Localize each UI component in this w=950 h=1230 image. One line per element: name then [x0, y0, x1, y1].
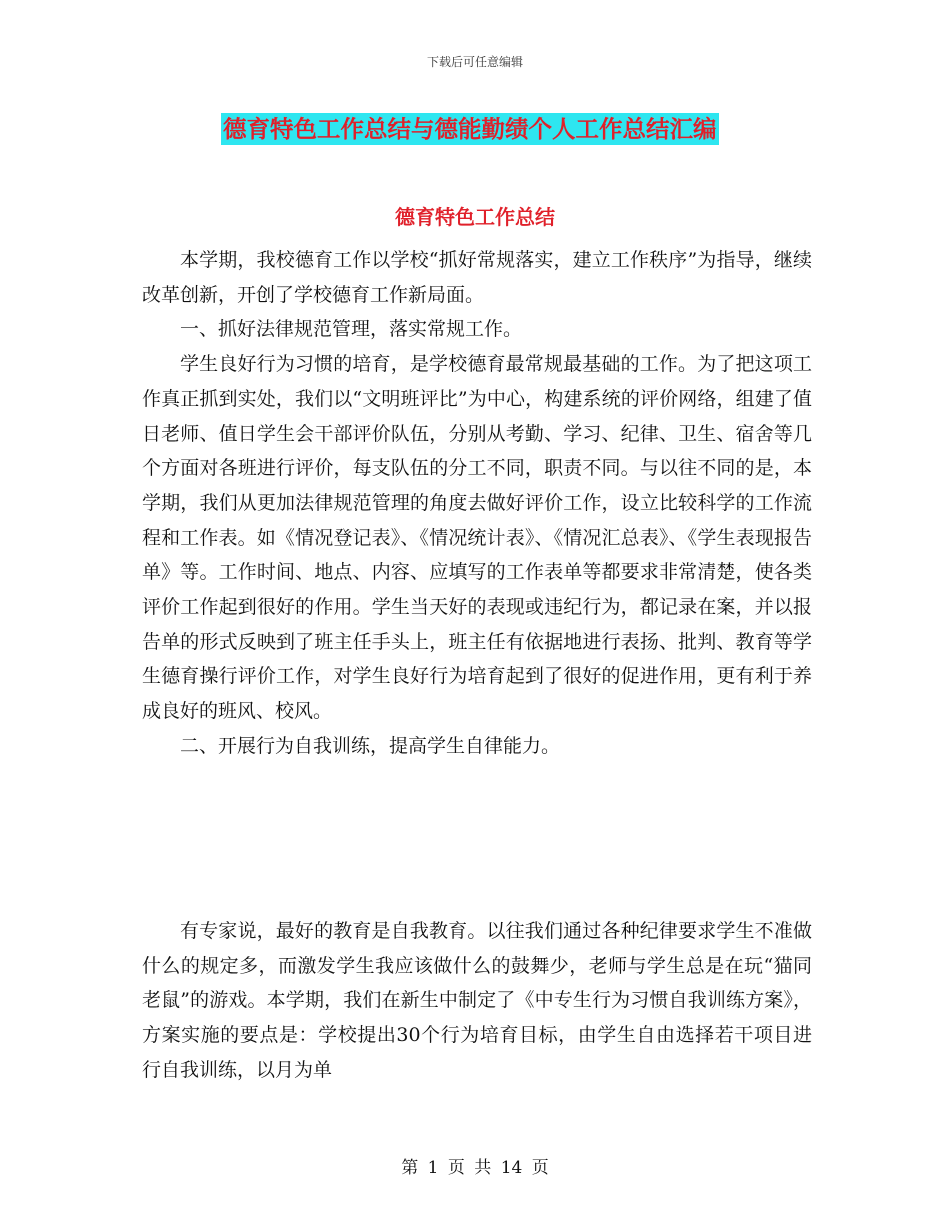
body-text-block-continued [142, 914, 812, 1088]
paragraph-body-1: 学生良好行为习惯的培育，是学校德育最常规最基础的工作。为了把这项工作真正抓到实处，我们以“文明班评比”为中心，构建系统的评价网络，组建了值日老师、值日学生会干部评价队伍，分别从考勤、学习、纪律、卫生、宿舍等几个方面对各班进行评价，每支队伍的分工不同，职责不同。与以往不同的是，本学期，我们从更加法律规范管理的角度去做好评价工作，设立比较科学的工作流程和工作表。如《情况登记表》、《情况统计表》、《情况汇总表》、《学生表现报告单》等。工作时间、地点、内容、应填写的工作表单等都要求非常清楚，使各类评价工作起到很好的作用。学生当天好的表现或违纪行为，都记录在案，并以报告单的形式反映到了班主任手头上，班主任有依据地进行表扬、批判、教育等学生德育操行评价工作，对学生良好行为培育起到了很好的促进作用，更有利于养成良好的班风、校风。 [142, 353, 812, 723]
paragraph-body-2: 有专家说，最好的教育是自我教育。以往我们通过各种纪律要求学生不准做什么的规定多，而激发学生我应该做什么的鼓舞少，老师与学生总是在玩“猫同老鼠”的游戏。本学期，我们在新生中制定了《中专生行为习惯自我训练方案》，方案实施的要点是：学校提出30个行为培育目标，由学生自由选择若干项目进行自我训练，以月为单 [142, 920, 812, 1081]
paragraph-intro: 本学期，我校德育工作以学校“抓好常规落实，建立工作秩序”为指导，继续改革创新，开创了学校德育工作新局面。 [142, 249, 812, 306]
page-header-note: 下载后可任意编辑 [426, 55, 523, 69]
paragraph-heading-2: 二、开展行为自我训练，提高学生自律能力。 [180, 734, 561, 757]
body-text-block [142, 243, 812, 764]
section-title: 德育特色工作总结 [395, 205, 555, 229]
paragraph-heading-1: 一、抓好法律规范管理，落实常规工作。 [180, 318, 523, 341]
document-title: 德育特色工作总结与德能勤绩个人工作总结汇编 [223, 115, 717, 143]
page-footer: 第 1 页 共 14 页 [401, 1158, 549, 1178]
